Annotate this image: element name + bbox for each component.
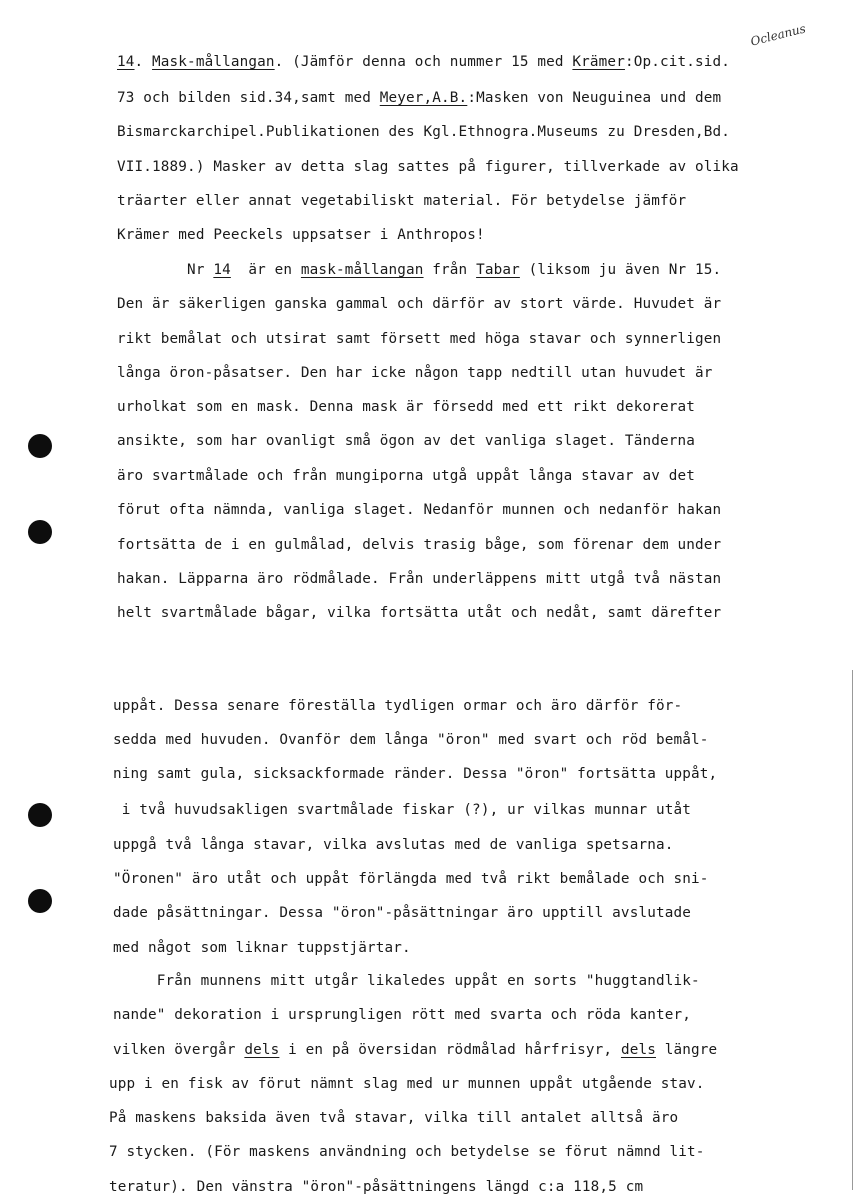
text-line [117,263,721,277]
text-segment: upp i en fisk av förut nämnt slag med ur munnen uppåt utgående stav. [109,1076,705,1092]
text-segment: 7 stycken. (För maskens användning och betydelse se förut nämnd lit- [109,1144,705,1160]
handwritten-annotation: Ocleanus [749,21,808,49]
text-segment: hakan. Läpparna äro rödmålade. Från underläppens mitt utgå två nästan [117,571,722,587]
punch-hole-icon [28,520,52,544]
text-segment: helt svartmålade bågar, vilka fortsätta utåt och nedåt, samt därefter [117,605,722,621]
text-line [117,297,721,311]
underlined-text: dels [244,1042,280,1058]
text-segment: sedda med huvuden. Ovanför dem långa "öron" med svart och röd bemål- [113,732,709,748]
text-segment: Bismarckarchipel.Publikationen des Kgl.Ethnogra.Museums zu Dresden,Bd. [117,124,731,140]
text-line [117,91,721,105]
text-line [117,332,721,346]
text-segment: fortsätta de i en gulmålad, delvis trasig båge, som förenar dem under [117,537,722,553]
text-line [113,733,709,747]
text-segment: . [134,54,153,70]
text-segment: ning samt gula, sicksackformade ränder. Dessa "öron" fortsätta uppåt, [113,766,718,782]
text-segment: uppgå två långa stavar, vilka avslutas med de vanliga spetsarna. [113,837,674,853]
text-segment: Nr [117,262,214,278]
text-line [117,160,739,174]
text-line [117,503,721,517]
text-segment: VII.1889.) Masker av detta slag sattes på figurer, tillverkade av olika [117,159,739,175]
text-segment: nande" dekoration i ursprungligen rött med svarta och röda kanter, [113,1007,691,1023]
text-segment: rikt bemålat och utsirat samt försett med höga stavar och synnerligen [117,331,722,347]
underlined-text: mask-mållangan [300,262,424,278]
text-segment: Från munnens mitt utgår likaledes uppåt en sorts "huggtandlik- [113,973,700,989]
text-line [113,872,709,886]
text-line [113,803,691,817]
underlined-text: Mask-mållangan [152,54,275,70]
text-line [113,699,682,713]
text-line [117,194,686,208]
text-line [109,1180,643,1194]
text-line [117,366,713,380]
text-segment: uppåt. Dessa senare föreställa tydligen ormar och äro därför för- [113,698,683,714]
text-line [117,538,721,552]
text-line [113,906,691,920]
text-segment: ansikte, som har ovanligt små ögon av det vanliga slaget. Tänderna [117,433,695,449]
underlined-text: Meyer,A.B. [379,90,468,106]
text-line [117,55,730,69]
text-segment: På maskens baksida även två stavar, vilka till antalet alltså äro [109,1110,679,1126]
text-line [113,838,673,852]
underlined-text: dels [620,1042,656,1058]
page-edge-line [852,670,853,1190]
text-line [113,974,700,988]
text-segment: träarter eller annat vegetabiliskt material. För betydelse jämför [117,193,687,209]
underlined-text: Krämer [572,54,625,70]
text-segment: :Masken von Neuguinea und dem [467,90,722,106]
text-segment: 73 och bilden sid.34,samt med [117,90,380,106]
text-segment: Den är säkerligen ganska gammal och därför av stort värde. Huvudet är [117,296,722,312]
text-line [109,1111,678,1125]
text-segment: äro svartmålade och från mungiporna utgå uppåt långa stavar av det [117,468,695,484]
text-line [117,125,730,139]
text-line [117,469,695,483]
text-segment: teratur). Den vänstra "öron"-påsättningens längd c:a 118,5 cm [109,1179,644,1195]
text-segment: "Öronen" äro utåt och uppåt förlängda med två rikt bemålade och sni- [113,871,709,887]
punch-hole-icon [28,803,52,827]
text-segment: från [423,262,477,278]
text-line [117,228,485,242]
text-segment: vilken övergår [113,1042,245,1058]
text-segment: långa öron-påsatser. Den har icke någon tapp nedtill utan huvudet är [117,365,713,381]
text-segment: med något som liknar tuppstjärtar. [113,940,411,956]
text-line [113,1043,717,1057]
text-segment: är en [230,262,301,278]
text-line [117,434,695,448]
text-line [113,1008,691,1022]
text-line [117,572,721,586]
punch-hole-icon [28,434,52,458]
text-segment: (liksom ju även Nr 15. [519,262,722,278]
text-segment: i två huvudsakligen svartmålade fiskar (?), ur vilkas munnar utåt [113,802,691,818]
text-segment: i en på översidan rödmålad hårfrisyr, [279,1042,621,1058]
text-segment: förut ofta nämnda, vanliga slaget. Nedanför munnen och nedanför hakan [117,502,722,518]
text-line [117,400,695,414]
text-segment: dade påsättningar. Dessa "öron"-påsättningar äro upptill avslutade [113,905,691,921]
text-segment: Krämer med Peeckels uppsatser i Anthropos! [117,227,485,243]
text-line [113,941,411,955]
text-segment: längre [655,1042,718,1058]
text-line [113,767,717,781]
text-line [109,1077,705,1091]
punch-hole-icon [28,889,52,913]
underlined-text: 14 [213,262,231,278]
text-segment: urholkat som en mask. Denna mask är försedd med ett rikt dekorerat [117,399,695,415]
text-segment: . (Jämför denna och nummer 15 med [274,54,573,70]
text-segment: :Op.cit.sid. [624,54,731,70]
underlined-text: 14 [117,54,135,70]
text-line [109,1145,705,1159]
text-line [117,606,721,620]
underlined-text: Tabar [476,262,520,278]
